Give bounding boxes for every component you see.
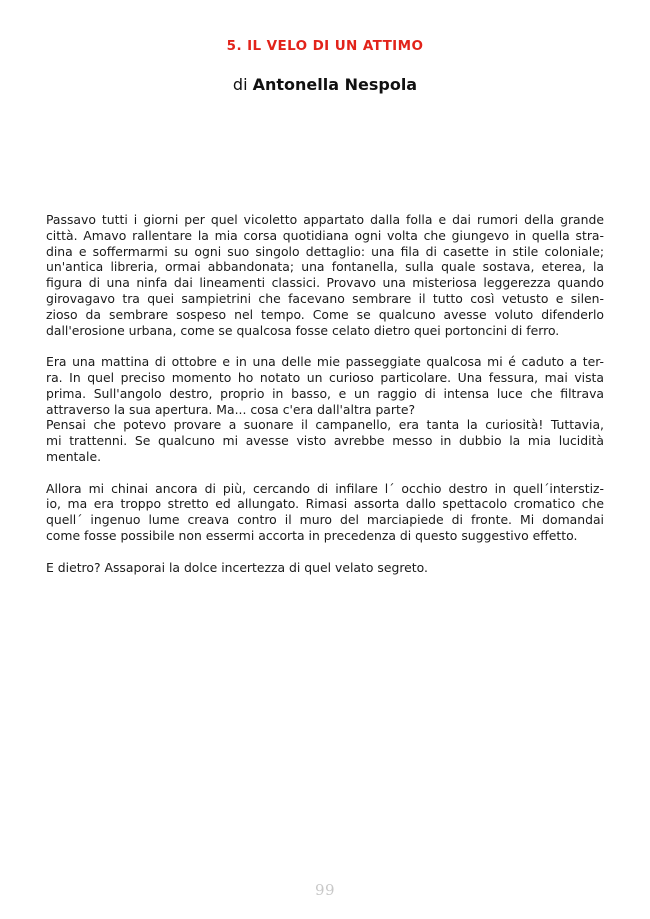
- paragraph-gap: [46, 544, 604, 560]
- text-line: Era una mattina di ottobre e in una delle mie passeggiate qualcosa mi é caduto a ter-: [46, 354, 604, 370]
- text-line: zioso da sembrare sospeso nel tempo. Come se qualcuno avesse voluto difenderlo: [46, 306, 604, 322]
- text-line: dall'erosione urbana, come se qualcosa fosse celato dietro quei portoncini di ferro.: [46, 322, 560, 338]
- byline: [0, 75, 650, 94]
- text-line: Passavo tutti i giorni per quel vicoletto appartato dalla folla e dai rumori della grande: [46, 212, 604, 227]
- text-line: un'antica libreria, ormai abbandonata; una fontanella, sulla quale sostava, eterea, la: [46, 259, 604, 275]
- paragraph-gap: [46, 465, 604, 481]
- text-line: Allora mi chinai ancora di più, cercando di infilare l´ occhio destro in quell´interstiz-: [46, 480, 604, 496]
- text-line: ra. In quel preciso momento ho notato un curioso particolare. Una fessura, mai vista: [46, 369, 604, 385]
- text-line: quell´ ingenuo lume creava contro il muro del marciapiede di fronte. Mi domandai: [46, 512, 604, 528]
- paragraph-gap: [46, 338, 604, 354]
- text-line: attraverso la sua apertura. Ma... cosa c'era dall'altra parte?: [46, 401, 416, 417]
- author-name: Antonella Nespola: [252, 75, 418, 94]
- chapter-title: 5. IL VELO DI UN ATTIMO: [226, 38, 424, 54]
- paragraph-3: [46, 481, 604, 544]
- page-number: 99: [314, 881, 336, 899]
- paragraph-2: [46, 354, 604, 465]
- text-line: figura di una ninfa dai lineamenti classici. Provavo una misteriosa leggerezza quando: [46, 275, 604, 291]
- text-line: E dietro? Assaporai la dolce incertezza di quel velato segreto.: [46, 559, 428, 575]
- text-line: dina e soffermarmi su ogni suo singolo dettaglio: una fila di casette in stile coloniale;: [46, 243, 604, 259]
- text-line: prima. Sull'angolo destro, proprio in basso, e un raggio di intensa luce che filtrava: [46, 385, 604, 401]
- byline-prefix: di: [232, 75, 248, 94]
- text-line: Pensai che potevo provare a suonare il campanello, era tanta la curiosità! Tuttavia,: [46, 417, 604, 433]
- text-line: girovagavo tra quei sampietrini che facevano sembrare il tutto così vetusto e silen-: [46, 290, 604, 306]
- paragraph-4: [46, 560, 604, 576]
- text-line: città. Amavo rallentare la mia corsa quotidiana ogni volta che giungevo in quella stra-: [46, 227, 604, 243]
- text-line: come fosse possibile non essermi accorta in precedenza di questo suggestivo effetto.: [46, 527, 578, 543]
- paragraph-1: [46, 212, 604, 338]
- text-line: io, ma era troppo stretto ed allungato. Rimasi assorta dallo spettacolo cromatico che: [46, 496, 604, 512]
- story-body: [46, 212, 604, 575]
- text-line: mi trattenni. Se qualcuno mi avesse visto avrebbe messo in dubbio la mia lucidità: [46, 433, 604, 449]
- text-line: mentale.: [46, 448, 102, 464]
